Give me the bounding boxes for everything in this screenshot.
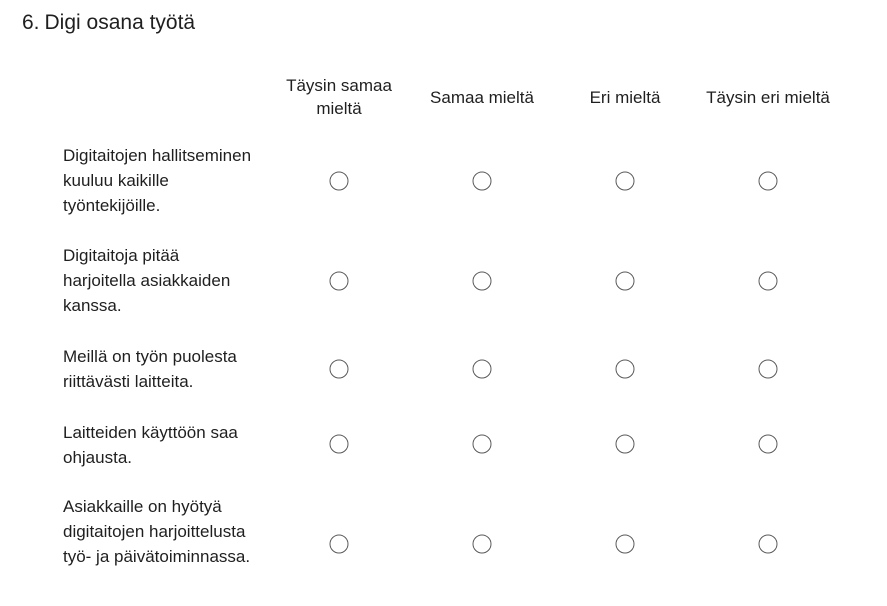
radio-taysin-eri-mielta[interactable] bbox=[759, 535, 778, 554]
statement-label: Asiakkaille on hyötyä digitaitojen harjoittelusta työ- ja päivätoiminnassa. bbox=[63, 497, 251, 566]
radio-taysin-eri-mielta[interactable] bbox=[759, 360, 778, 379]
radio-samaa-mielta[interactable] bbox=[473, 435, 492, 454]
radio-eri-mielta[interactable] bbox=[616, 435, 635, 454]
column-header-taysin-eri-mielta: Täysin eri mieltä bbox=[706, 87, 830, 107]
statement-label: Meillä on työn puolesta riittävästi laitteita. bbox=[63, 347, 237, 391]
radio-samaa-mielta[interactable] bbox=[473, 535, 492, 554]
question-number: 6. bbox=[22, 11, 40, 34]
radio-taysin-samaa-mielta[interactable] bbox=[330, 535, 349, 554]
radio-taysin-eri-mielta[interactable] bbox=[759, 272, 778, 291]
radio-taysin-eri-mielta[interactable] bbox=[759, 172, 778, 191]
column-header-taysin-samaa-mielta: Täysin samaa mieltä bbox=[286, 76, 392, 118]
radio-eri-mielta[interactable] bbox=[616, 172, 635, 191]
radio-taysin-samaa-mielta[interactable] bbox=[330, 272, 349, 291]
radio-taysin-eri-mielta[interactable] bbox=[759, 435, 778, 454]
radio-taysin-samaa-mielta[interactable] bbox=[330, 435, 349, 454]
question-title-text: Digi osana työtä bbox=[44, 11, 196, 34]
column-header-samaa-mielta: Samaa mieltä bbox=[430, 87, 534, 107]
statement-label: Laitteiden käyttöön saa ohjausta. bbox=[63, 423, 238, 467]
column-header-eri-mielta: Eri mieltä bbox=[589, 87, 661, 107]
radio-eri-mielta[interactable] bbox=[616, 535, 635, 554]
statement-label: Digitaitoja pitää harjoitella asiakkaiden kanssa. bbox=[63, 246, 231, 315]
statement-label: Digitaitojen hallitseminen kuuluu kaikille työntekijöille. bbox=[63, 146, 252, 215]
radio-taysin-samaa-mielta[interactable] bbox=[330, 172, 349, 191]
radio-samaa-mielta[interactable] bbox=[473, 172, 492, 191]
radio-samaa-mielta[interactable] bbox=[473, 360, 492, 379]
radio-taysin-samaa-mielta[interactable] bbox=[330, 360, 349, 379]
question-title bbox=[22, 10, 195, 36]
radio-eri-mielta[interactable] bbox=[616, 360, 635, 379]
radio-eri-mielta[interactable] bbox=[616, 272, 635, 291]
radio-samaa-mielta[interactable] bbox=[473, 272, 492, 291]
